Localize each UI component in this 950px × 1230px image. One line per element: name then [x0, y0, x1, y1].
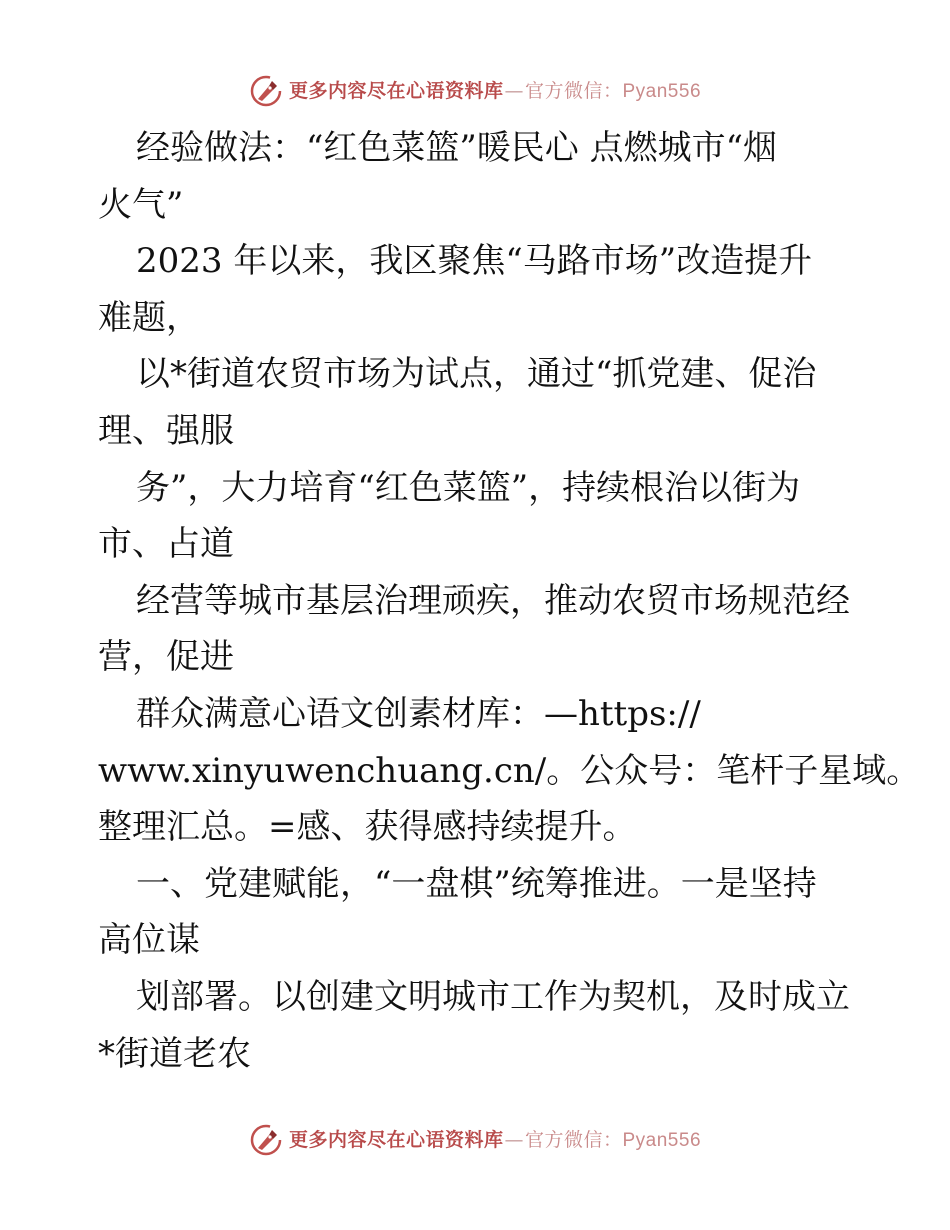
watermark-wechat-label: 官方微信： — [524, 79, 623, 102]
text-line: 以*街道农贸市场为试点，通过“抓党建、促治 — [136, 354, 817, 395]
watermark-text — [288, 1128, 702, 1151]
watermark-main-text: 更多内容尽在心语资料库 — [288, 1128, 504, 1151]
document-body — [98, 120, 921, 1082]
pen-nib-circle-icon — [249, 74, 283, 108]
text-line: 理、强服 — [98, 410, 234, 451]
watermark-wechat-id: Pyan556 — [622, 80, 702, 102]
text-line: 经验做法：“红色菜篮”暖民心 点燃城市“烟 — [136, 128, 777, 168]
text-line: *街道老农 — [98, 1033, 251, 1074]
watermark-dash: — — [504, 1128, 524, 1151]
text-line: 2023 年以来，我区聚焦“马路市场”改造提升 — [136, 241, 813, 282]
header-watermark — [0, 71, 950, 111]
text-line: 火气” — [98, 184, 184, 225]
watermark-dash: — — [504, 79, 524, 102]
text-line: 整理汇总。=感、获得感持续提升。 — [98, 807, 637, 848]
watermark-text — [288, 79, 702, 102]
text-line: 经营等城市基层治理顽疾，推动农贸市场规范经 — [136, 580, 850, 621]
text-line: www.xinyuwenchuang.cn/。公众号：笔杆子星域。 — [98, 750, 921, 791]
text-line: 高位谋 — [98, 920, 200, 961]
footer-watermark — [0, 1120, 950, 1160]
watermark-wechat-label: 官方微信： — [524, 1128, 623, 1151]
text-line: 群众满意心语文创素材库：—https:// — [136, 693, 701, 734]
watermark-wechat-id: Pyan556 — [622, 1129, 702, 1151]
text-line: 一、党建赋能，“一盘棋”统筹推进。一是坚持 — [136, 863, 817, 904]
text-line: 划部署。以创建文明城市工作为契机，及时成立 — [136, 976, 850, 1017]
text-line: 营，促进 — [98, 637, 234, 678]
text-line: 难题， — [98, 297, 200, 338]
watermark-main-text: 更多内容尽在心语资料库 — [288, 79, 504, 102]
text-line: 务”，大力培育“红色菜篮”，持续根治以街为 — [136, 467, 801, 508]
text-line: 市、占道 — [98, 524, 234, 565]
pen-nib-circle-icon — [249, 1123, 283, 1157]
